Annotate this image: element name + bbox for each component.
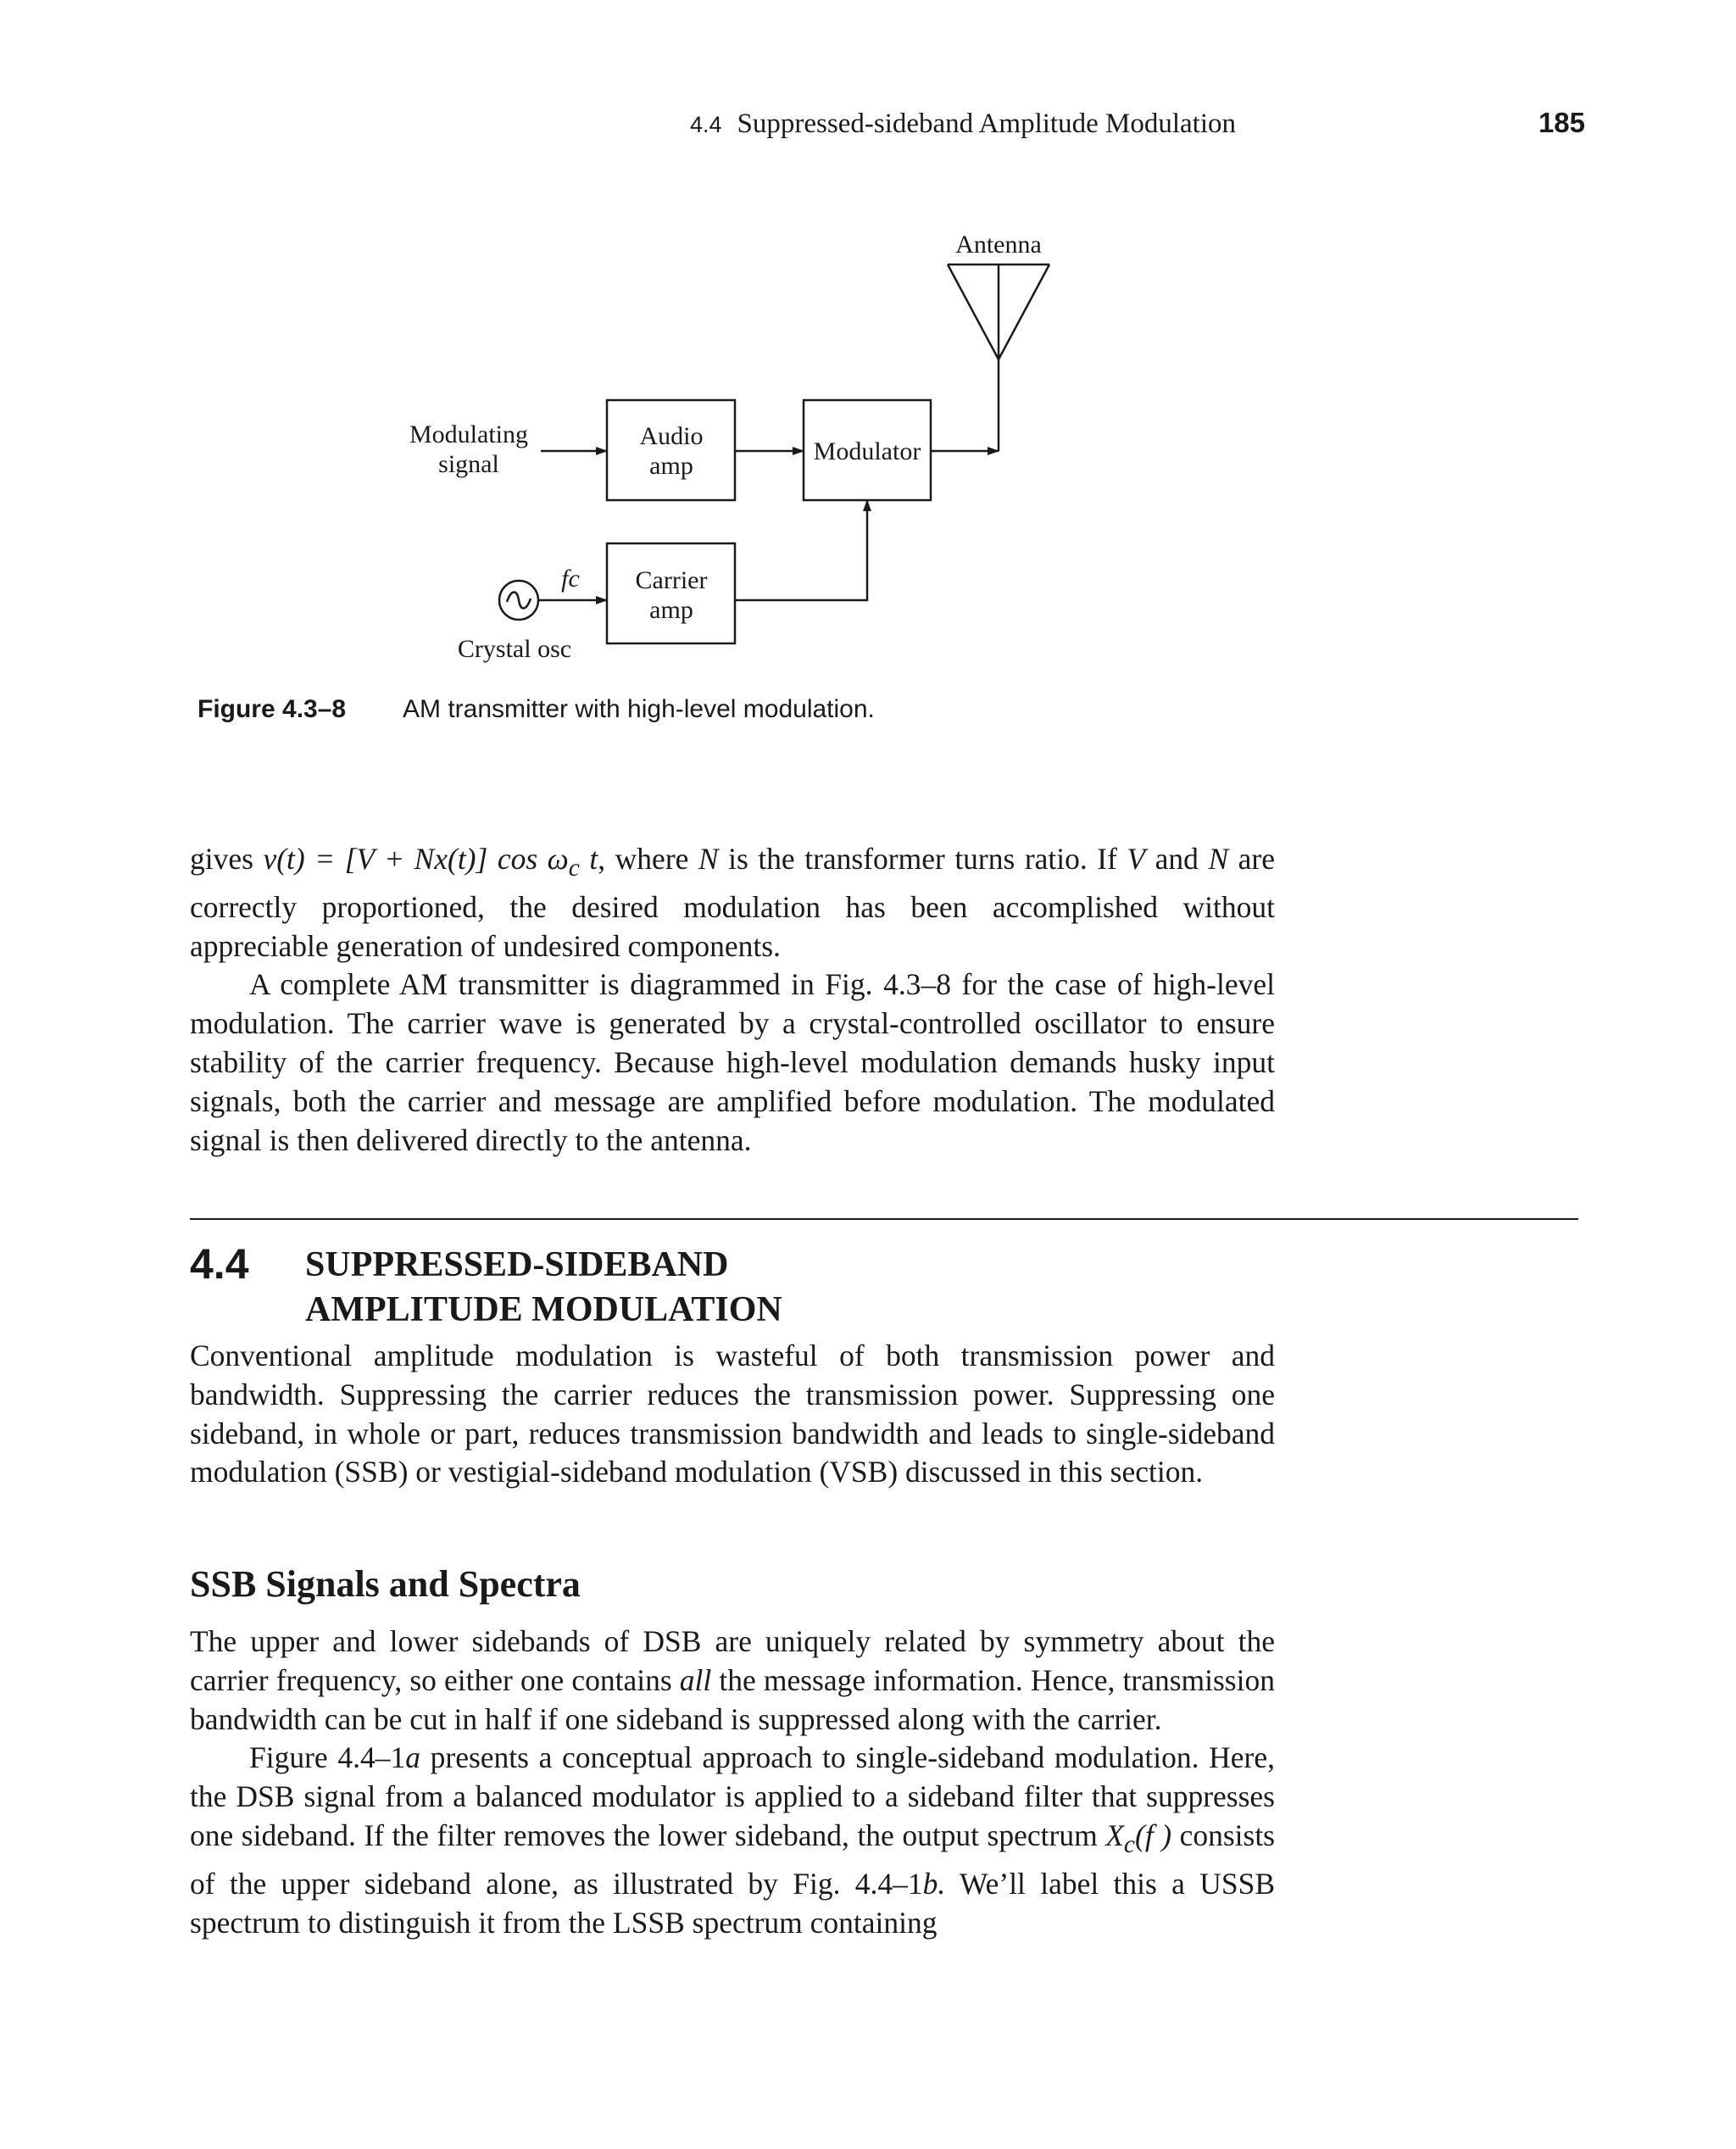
- math-symbol: V: [1127, 842, 1146, 876]
- section-title-line2: AMPLITUDE MODULATION: [305, 1290, 782, 1329]
- subsection-title: SSB Signals and Spectra: [190, 1563, 581, 1605]
- carrier-amp-label-line1: Carrier: [635, 566, 708, 594]
- text-run: and: [1145, 842, 1209, 876]
- paragraph: [190, 1623, 1275, 1739]
- text-run: We’ll label this a USSB spectrum to distinguish it from the LSSB spectrum containing: [190, 1866, 1275, 1940]
- math-symbol: b.: [922, 1866, 946, 1901]
- spectrum-symbol: [1105, 1818, 1172, 1859]
- text-run: , where: [598, 842, 698, 876]
- crystal-osc-label: Crystal osc: [457, 635, 572, 663]
- sine-wave-icon: [507, 592, 531, 608]
- emphasis: all: [679, 1662, 712, 1697]
- carrier-to-modulator-arrow: [735, 500, 867, 600]
- running-head-section-number: 4.4: [690, 112, 722, 137]
- antenna-label: Antenna: [955, 231, 1042, 259]
- text-run: is the transformer turns ratio. If: [718, 842, 1127, 876]
- modulator-label: Modulator: [813, 437, 921, 465]
- audio-amp-label-line1: Audio: [639, 422, 704, 450]
- running-head-title: Suppressed-sideband Amplitude Modulation: [737, 109, 1236, 139]
- text-run: consists of the upper sideband alone, as illustrated by Fig. 4.4–1: [190, 1818, 1276, 1901]
- paragraph: Conventional amplitude modulation is wasteful of both transmission power and bandwidth. Suppressing the carrier reduces the transmission power. Suppressing one sideband, in whole or part, reduces transmission bandwidth and leads to single-sideband modulation (SSB) or vestigial-sideband modulation (VSB) discussed in this section.: [190, 1339, 1275, 1489]
- text-run: The upper and lower sidebands of DSB are uniquely related by symmetry about the carrier frequency, so either one contains: [190, 1624, 1275, 1697]
- am-transmitter-diagram: [0, 0, 1736, 678]
- math-symbol: N: [698, 842, 719, 876]
- fc-label-text: fc: [561, 565, 580, 593]
- equation: [263, 842, 598, 882]
- text-run: the message information. Hence, transmission bandwidth can be cut in half if one sideband is suppressed along with the carrier.: [190, 1662, 1275, 1736]
- spectrum-symbol-text: X: [1105, 1818, 1124, 1852]
- subsection-body: [190, 1623, 1275, 1942]
- equation-text: v(t) = [V + Nx(t)] cos ω: [263, 842, 569, 876]
- text-run: Figure 4.4–1: [249, 1740, 406, 1775]
- figure-caption: [198, 695, 875, 724]
- section-number: 4.4: [190, 1240, 249, 1288]
- modulating-signal-label-line1: Modulating: [409, 420, 528, 448]
- page-number: 185: [1538, 107, 1585, 138]
- text-run: presents a conceptual approach to single-sideband modulation. Here, the DSB signal from a balanced modulator is applied to a sideband filter that suppresses one sideband. If the filter removes the lower sideband, the output spectrum: [190, 1740, 1275, 1852]
- equation-subscript: c: [568, 855, 580, 882]
- text-run: are correctly proportioned, the desired modulation has been accomplished without appreciable generation of undesired components.: [190, 842, 1275, 963]
- paragraph: [190, 840, 1275, 966]
- text-run: gives: [190, 842, 264, 876]
- top-body-text: [190, 840, 1275, 1160]
- math-symbol: a: [405, 1740, 420, 1775]
- spectrum-symbol-subscript: c: [1123, 1831, 1136, 1859]
- section-intro: [190, 1337, 1275, 1492]
- modulating-signal-label-line2: signal: [438, 450, 499, 478]
- carrier-amp-label-line2: amp: [649, 596, 693, 624]
- math-symbol: N: [1208, 842, 1229, 876]
- audio-amp-block: [607, 400, 735, 500]
- figure-caption-text: AM transmitter with high-level modulation.: [403, 695, 875, 723]
- equation-text: t: [579, 842, 598, 876]
- fc-label: [561, 565, 580, 593]
- section-title-line1: SUPPRESSED-SIDEBAND: [305, 1245, 729, 1284]
- paragraph: A complete AM transmitter is diagrammed in Fig. 4.3–8 for the case of high-level modulation. The carrier wave is generated by a crystal-controlled oscillator to ensure stability of the carrier frequency. Because high-level modulation demands husky input signals, both the carrier and message are amplified before modulation. The modulated signal is then delivered directly to the antenna.: [190, 967, 1275, 1157]
- spectrum-symbol-argument: (f ): [1135, 1818, 1172, 1852]
- figure-number: Figure 4.3–8: [198, 695, 347, 723]
- audio-amp-label-line2: amp: [649, 452, 693, 480]
- section-title: [305, 1243, 782, 1333]
- antenna-icon: [948, 264, 1049, 451]
- paragraph: [190, 1739, 1275, 1942]
- section-divider: [190, 1218, 1578, 1220]
